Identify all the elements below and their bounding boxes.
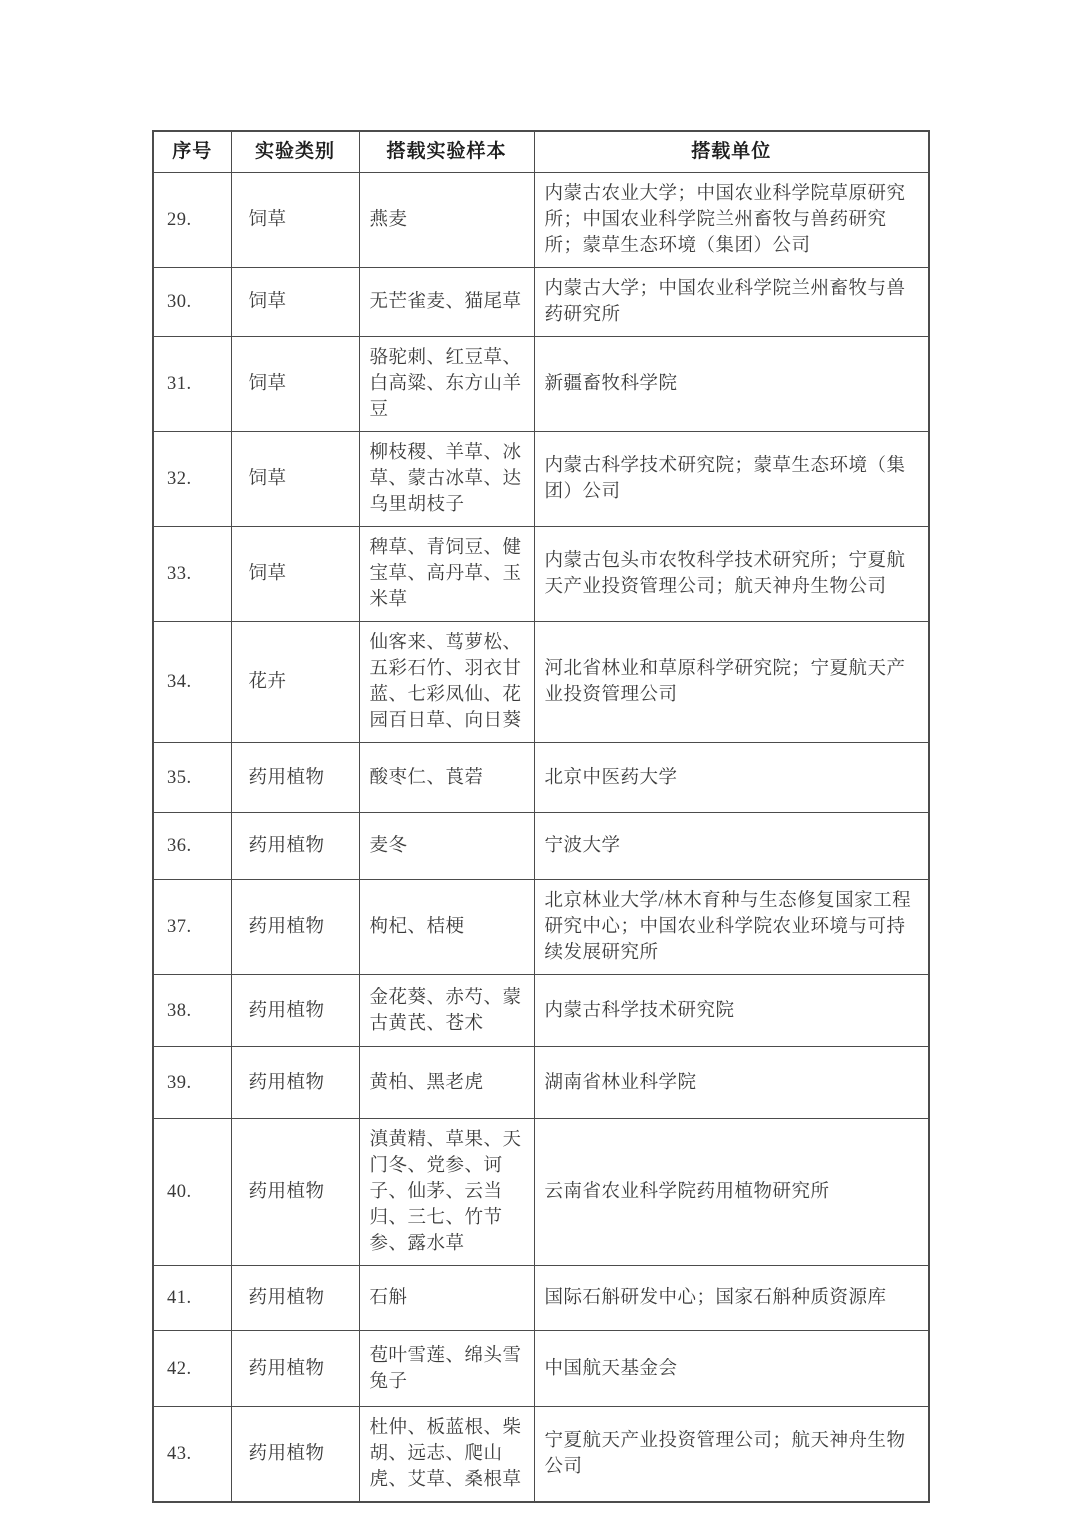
cell-units: 国际石斛研发中心；国家石斛种质资源库 (534, 1266, 929, 1331)
cell-units: 中国航天基金会 (534, 1331, 929, 1407)
cell-samples: 金花葵、赤芍、蒙古黄芪、苍术 (359, 975, 534, 1047)
cell-samples: 麦冬 (359, 813, 534, 880)
cell-category: 药用植物 (231, 1119, 359, 1266)
cell-category: 饲草 (231, 337, 359, 432)
cell-no: 37. (153, 880, 231, 975)
cell-units: 内蒙古包头市农牧科学技术研究所；宁夏航天产业投资管理公司；航天神舟生物公司 (534, 527, 929, 622)
cell-samples: 黄柏、黑老虎 (359, 1047, 534, 1119)
cell-no: 40. (153, 1119, 231, 1266)
cell-units: 北京林业大学/林木育种与生态修复国家工程研究中心；中国农业科学院农业环境与可持续发展研究所 (534, 880, 929, 975)
cell-samples: 仙客来、茑萝松、五彩石竹、羽衣甘蓝、七彩凤仙、花园百日草、向日葵 (359, 622, 534, 743)
payload-experiments-table (152, 130, 930, 1503)
cell-samples: 滇黄精、草果、天门冬、党参、诃子、仙茅、云当归、三七、竹节参、露水草 (359, 1119, 534, 1266)
cell-samples: 石斛 (359, 1266, 534, 1331)
column-header-samples: 搭载实验样本 (359, 131, 534, 173)
table-row (153, 1331, 929, 1407)
cell-samples: 无芒雀麦、猫尾草 (359, 268, 534, 337)
table-row (153, 432, 929, 527)
table-row (153, 743, 929, 813)
cell-samples: 酸枣仁、莨菪 (359, 743, 534, 813)
table-row (153, 622, 929, 743)
cell-samples: 枸杞、桔梗 (359, 880, 534, 975)
table-header-row (153, 131, 929, 173)
table-row (153, 1119, 929, 1266)
cell-no: 41. (153, 1266, 231, 1331)
cell-no: 42. (153, 1331, 231, 1407)
cell-no: 32. (153, 432, 231, 527)
column-header-category: 实验类别 (231, 131, 359, 173)
table-row (153, 975, 929, 1047)
cell-units: 内蒙古科学技术研究院；蒙草生态环境（集团）公司 (534, 432, 929, 527)
cell-units: 内蒙古科学技术研究院 (534, 975, 929, 1047)
cell-samples: 杜仲、板蓝根、柴胡、远志、爬山虎、艾草、桑根草 (359, 1407, 534, 1503)
cell-units: 内蒙古大学；中国农业科学院兰州畜牧与兽药研究所 (534, 268, 929, 337)
cell-no: 43. (153, 1407, 231, 1503)
cell-samples: 苞叶雪莲、绵头雪兔子 (359, 1331, 534, 1407)
cell-no: 31. (153, 337, 231, 432)
table-row (153, 813, 929, 880)
table-row (153, 1407, 929, 1503)
table-row (153, 337, 929, 432)
table-row (153, 880, 929, 975)
cell-category: 药用植物 (231, 1266, 359, 1331)
cell-no: 29. (153, 173, 231, 268)
cell-category: 药用植物 (231, 1407, 359, 1503)
cell-samples: 柳枝稷、羊草、冰草、蒙古冰草、达乌里胡枝子 (359, 432, 534, 527)
cell-no: 38. (153, 975, 231, 1047)
cell-units: 湖南省林业科学院 (534, 1047, 929, 1119)
cell-category: 药用植物 (231, 813, 359, 880)
column-header-no: 序号 (153, 131, 231, 173)
cell-category: 药用植物 (231, 743, 359, 813)
table-row (153, 173, 929, 268)
table-row (153, 1266, 929, 1331)
cell-no: 34. (153, 622, 231, 743)
cell-category: 饲草 (231, 268, 359, 337)
cell-no: 36. (153, 813, 231, 880)
cell-category: 花卉 (231, 622, 359, 743)
cell-category: 药用植物 (231, 975, 359, 1047)
cell-category: 饲草 (231, 527, 359, 622)
cell-category: 药用植物 (231, 880, 359, 975)
cell-no: 35. (153, 743, 231, 813)
cell-category: 饲草 (231, 432, 359, 527)
cell-units: 河北省林业和草原科学研究院；宁夏航天产业投资管理公司 (534, 622, 929, 743)
cell-samples: 燕麦 (359, 173, 534, 268)
cell-units: 新疆畜牧科学院 (534, 337, 929, 432)
cell-samples: 稗草、青饲豆、健宝草、高丹草、玉米草 (359, 527, 534, 622)
column-header-units: 搭载单位 (534, 131, 929, 173)
table-row (153, 1047, 929, 1119)
cell-units: 云南省农业科学院药用植物研究所 (534, 1119, 929, 1266)
cell-samples: 骆驼刺、红豆草、白高粱、东方山羊豆 (359, 337, 534, 432)
cell-category: 药用植物 (231, 1047, 359, 1119)
cell-category: 药用植物 (231, 1331, 359, 1407)
cell-units: 宁波大学 (534, 813, 929, 880)
cell-no: 39. (153, 1047, 231, 1119)
table-row (153, 268, 929, 337)
cell-no: 33. (153, 527, 231, 622)
table-row (153, 527, 929, 622)
cell-units: 北京中医药大学 (534, 743, 929, 813)
cell-no: 30. (153, 268, 231, 337)
cell-units: 内蒙古农业大学；中国农业科学院草原研究所；中国农业科学院兰州畜牧与兽药研究所；蒙草生态环境（集团）公司 (534, 173, 929, 268)
cell-category: 饲草 (231, 173, 359, 268)
cell-units: 宁夏航天产业投资管理公司；航天神舟生物公司 (534, 1407, 929, 1503)
